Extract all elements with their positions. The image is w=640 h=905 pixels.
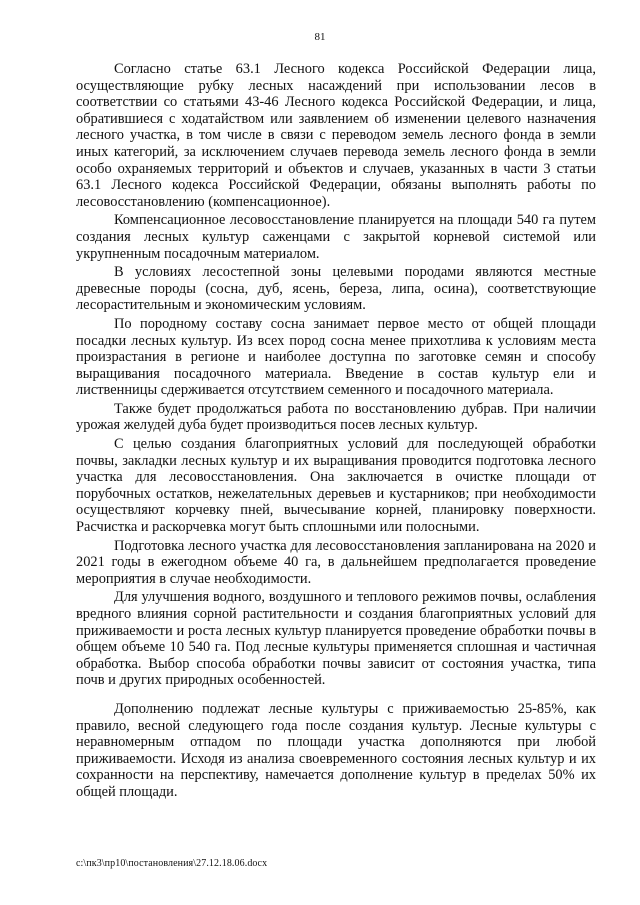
paragraph-oak: Также будет продолжаться работа по восстановлению дубрав. При наличии урожая желудей дуба будет производиться посев лесных культур. <box>76 400 596 434</box>
paragraph-compensation-area: Компенсационное лесовосстановление планируется на площади 540 га путем создания лесных культур саженцами с закрытой корневой системой или укрупненным посадочным материалом. <box>76 212 596 262</box>
paragraph-pine: По породному составу сосна занимает первое место от общей площади посадки лесных культур. Из всех пород сосна менее прихотлива к условиям места произрастания в регионе и наиболее доступна по заготовке семян и способу выращивания посадочного материала. Введение в состав культур ели и лиственницы сдерживается отсутствием семенного и посадочного материала. <box>76 315 596 399</box>
paragraph-compensation-law: Согласно статье 63.1 Лесного кодекса Российской Федерации лица, осуществляющие рубку лесных насаждений при использовании лесов в соответствии со статьями 43-46 Лесного кодекса Российской Федерации, и лица, обратившиеся с ходатайством или заявлением об изменении целевого назначения лесного участка, в том числе в связи с переводом земель лесного фонда в земли иных категорий, за исключением случаев перевода земель лесного фонда в земли особо охраняемых территорий и объектов и случаев, указанных в части 3 статьи 63.1 Лесного кодекса Российской Федерации, обязаны выполнять работы по лесовосстановлению (компенсационное). <box>76 61 596 210</box>
document-body <box>76 61 596 801</box>
paragraph-preparation-schedule: Подготовка лесного участка для лесовосстановления запланирована на 2020 и 2021 годы в ежегодном объеме 40 га, в дальнейшем предполагается проведение мероприятия в случае необходимости. <box>76 537 596 587</box>
paragraph-target-species: В условиях лесостепной зоны целевыми породами являются местные древесные породы (сосна, дуб, ясень, береза, липа, осина), соответствующие лесорастительным и экономическим условиям. <box>76 264 596 314</box>
paragraph-soil-treatment: Для улучшения водного, воздушного и теплового режимов почвы, ослабления вредного влияния сорной растительности и создания благоприятных условий для приживаемости и роста лесных культур планируется проведение обработки почвы в общем объеме 10 540 га. Под лесные культуры применяется сплошная и частичная обработка. Выбор способа обработки почвы зависит от состояния участка, типа почв и других природных особенностей. <box>76 589 596 689</box>
page-number: 81 <box>314 31 326 43</box>
paragraph-site-preparation: С целью создания благоприятных условий для последующей обработки почвы, закладки лесных культур и их выращивания проводится подготовка лесного участка для лесовосстановления. Она заключается в очистке площади от порубочных остатков, нежелательных деревьев и кустарников; при необходимости осуществляют корчевку пней, вычесывание корней, планировку поверхности. Расчистка и раскорчевка могут быть сплошными или полосными. <box>76 436 596 536</box>
footer-file-path: c:\пк3\пр10\постановления\27.12.18.06.docx <box>76 858 268 869</box>
paragraph-supplementation: Дополнению подлежат лесные культуры с приживаемостью 25-85%, как правило, весной следующего года после создания культур. Лесные культуры с неравномерным отпадом по площади участка дополняются при любой приживаемости. Исходя из анализа своевременного состояния лесных культур и их сохранности на перспективу, намечается дополнение культур в пределах 50% их общей площади. <box>76 700 596 800</box>
